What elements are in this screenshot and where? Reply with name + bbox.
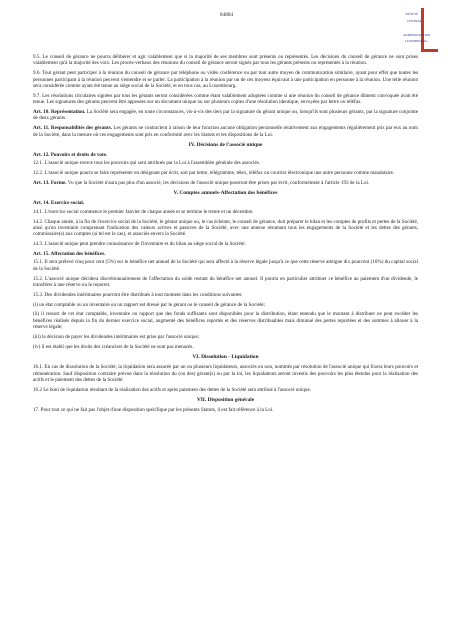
- article-11-title: Art. 11. Responsabilités des gérants.: [33, 125, 112, 132]
- article-10: [33, 109, 418, 122]
- page-number: 84804: [220, 12, 233, 18]
- document-body: [33, 54, 418, 417]
- paragraph-9-6: 9.6. Tout gérant peut participer à la réunion du conseil de gérance par téléphone ou vidéo conférence ou par tout autre moyen de communication similaire, ayant pour effet que toutes les personnes participant à la réunion peuvent s'entendre et se parler. La participation à la réunion par un de ces moyens équivaut à une participation en personne à la réunion. Une telle réunion sera considérée comme ayant été tenue au siège social de la Société, et en tous cas, au Luxembourg.: [33, 70, 418, 90]
- paragraph-9-7: 9.7. Les résolutions circulaires signées par tous les gérants seront considérées comme étant valablement adoptées comme si une réunion du conseil de gérance dûment convoquée avait été tenue. Les signatures des gérants peuvent être apposées sur un document unique ou sur plusieurs copies d'une résolution identique, envoyées par lettre ou téléfax.: [33, 92, 418, 106]
- paragraph-17: 17. Pour tout ce qui ne fait pas l'objet d'une disposition spécifique par les présents Statuts, il est fait référence à la Loi.: [33, 407, 274, 414]
- section-iv-heading: IV. Décisions de l'associé unique: [188, 142, 263, 149]
- article-10-text: La Société sera engagée, en toute circonstances, vis-à-vis des tiers par la signature du gérant unique ou, lorsqu'ils sont plusieurs gérants, par la signature conjointe de deux gérants.: [33, 109, 418, 122]
- section-vi-heading: VI. Dissolution - Liquidation: [192, 354, 259, 361]
- gazette-logo: [401, 6, 443, 58]
- article-13-title: Art. 13. Forme.: [33, 180, 67, 187]
- article-10-title: Art. 10. Représentation.: [33, 109, 86, 116]
- logo-line4: LUXEMBOURG: [405, 39, 428, 43]
- article-14-title: Art. 14. Exercice social.: [33, 200, 85, 207]
- paragraph-16-2: 16.2 Le boni de liquidation résultant de la réalisation des actifs et après paiement des dettes de la Société sera attribué à l'associé unique.: [33, 386, 312, 393]
- condition-iii: (iii) la décision de payer les dividendes intérimaires est prise par l'associé unique;: [33, 334, 200, 341]
- paragraph-15-2: 15.2. L'associé unique décidera discrétionnairement de l'affectation du solde restant du bénéfice net annuel. Il pourra en particulier attribuer ce bénéfice au paiement d'un dividende, le transférer à une réserve ou le reporter.: [33, 275, 418, 289]
- paragraph-14-3: 14.3. L'associé unique peut prendre connaissance de l'inventaire et du bilan au siège social de la Société.: [33, 241, 246, 248]
- paragraph-15-3: 15.3. Des dividendes intérimaires pourront être distribués à tout moment dans les conditions suivantes:: [33, 291, 243, 298]
- condition-iv: (iv) il est établi que les droits des créanciers de la Société ne sont pas menacés.: [33, 343, 194, 350]
- logo-line1: SOCIÉTÉ: [405, 12, 419, 16]
- section-v-heading: V. Comptes annuels-Affectation des bénéfices: [173, 190, 278, 197]
- article-11: [33, 125, 418, 138]
- paragraph-12-2: 12.2. L'associé unique pourra se faire représenter en désignant par écrit, soit par lettre, télégramme, télex, téléfax ou courrier électronique une autre personne comme mandataire.: [33, 170, 395, 177]
- article-15-title: Art. 15. Affectation des bénéfices.: [33, 251, 106, 258]
- paragraph-9-5: 9.5. Le conseil de gérance ne pourra délibérer et agir valablement que si la majorité de ses membres sont présents ou représentés. Les décisions du conseil de gérance ne sont prises valablement qu'à la majorité des voix. Les procès-verbaux des réunions du conseil de gérance seront signés par tous les gérants présents ou représentés à la réunion.: [33, 54, 418, 67]
- condition-i: (i) un état comptable ou un inventaire ou un rapport est dressé par le gérant ou le conseil de gérance de la Société;: [33, 301, 265, 308]
- article-11-text: Les gérants ne contractent à raison de leur fonction aucune obligation personnelle relativement aux engagements régulièrement pris par eux au nom de la Société, dans la mesure où ces engagements sont pris en conformité avec les Statuts et les dispositions de la Loi.: [33, 125, 418, 138]
- logo-line2: CENTRAL: [407, 19, 422, 23]
- condition-ii: (ii) il ressort de cet état comptable, inventaire ou rapport que des fonds suffisants sont disponibles pour la distribution, étant entendu que le montant à distribuer ne peut excéder les bénéfices réalisés depuis la fin du dernier exercice social, augmenté des bénéfices reportés et des réserves distribuables mais diminué des pertes reportées et des sommes à allouer à la réserve légale;: [33, 311, 418, 331]
- paragraph-12-1: 12.1. L'associé unique exerce tous les pouvoirs qui sont attribués par la Loi à l'assemblée générale des associés.: [33, 160, 261, 167]
- paragraph-16-1: 16.1. En cas de dissolution de la Société, la liquidation sera assurée par un ou plusieurs liquidateurs, associés ou non, nommés par résolution de l'associé unique qui fixera leurs pouvoirs et rémunération. Sauf disposition contraire prévue dans la résolution du (ou des) gérant(s) ou par la loi, les liquidateurs seront investis des pouvoirs les plus étendus pour la réalisation des actifs et le paiement des dettes de la Société.: [33, 364, 418, 384]
- section-vii-heading: VII. Disposition générale: [196, 397, 255, 404]
- paragraph-14-1: 14.1. L'exercice social commence le premier Janvier de chaque année et se termine le trente et un décembre.: [33, 208, 254, 215]
- article-12-title: Art. 12. Pouvoirs et droits de vote.: [33, 152, 108, 159]
- logo-line3: ADMINISTRATION: [403, 33, 431, 37]
- paragraph-14-2: 14.2. Chaque année, à la fin de l'exercice social de la Société, le gérant unique ou, le cas échéant, le conseil de gérance, doit préparer le bilan et les comptes de profits et pertes de la Société, ainsi qu'un inventaire comprenant l'indication des valeurs actives et passives de la Société, avec une annexe résumant tous les engagements de la Société et les dettes des gérants, commissaire(s) aux comptes (si tel est le cas), et associés envers la Société.: [33, 218, 418, 238]
- article-13-text: Vu que la Société n'aura pas plus d'un associé, les décisions de l'associé unique pourront être prises par écrit, conformément à l'article 193 de la Loi.: [66, 180, 370, 187]
- article-13: [33, 180, 418, 186]
- paragraph-15-1: 15.1. Il sera prélevé cinq pour cent (5%) sur le bénéfice net annuel de la Société qui sera affecté à la réserve légale jusqu'à ce que cette réserve atteigne dix pourcent (10%) du capital social de la Société.: [33, 259, 418, 272]
